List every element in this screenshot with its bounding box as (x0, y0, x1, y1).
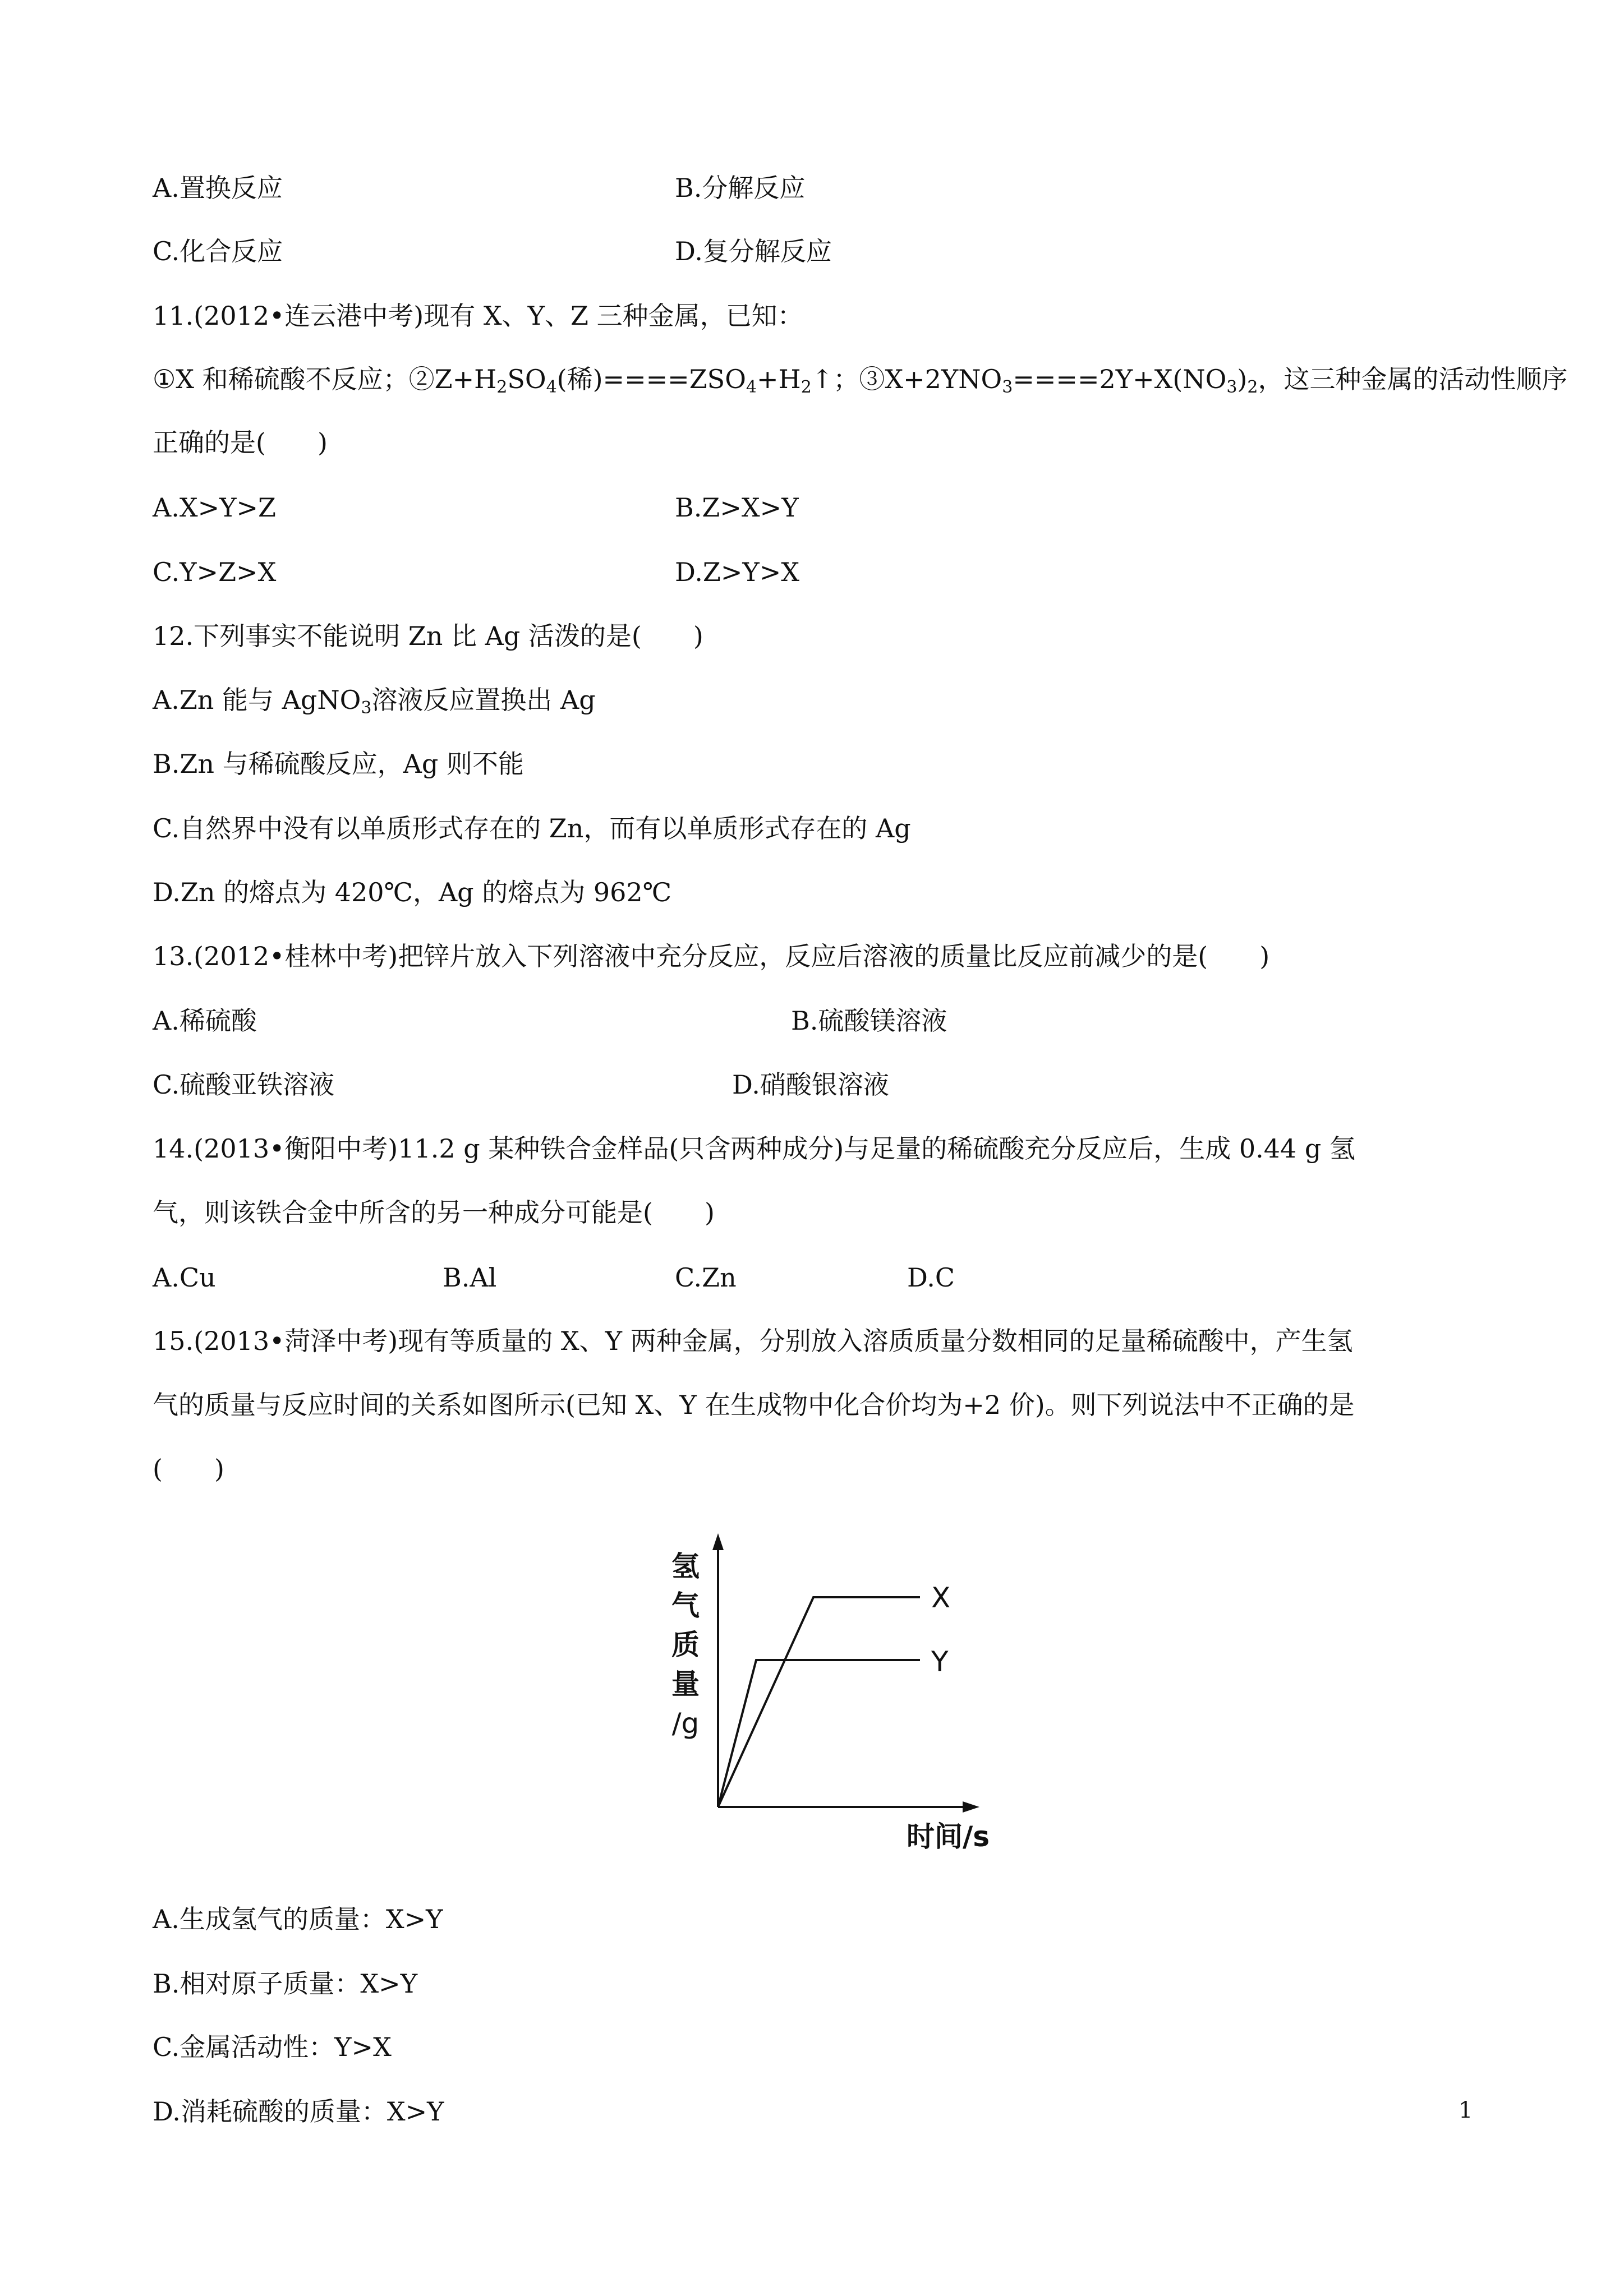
q11-option-b: B.Z>X>Y (675, 492, 799, 523)
q13-option-c: C.硫酸亚铁溶液 (153, 1069, 335, 1100)
hydrogen-mass-graph (656, 1525, 1038, 1851)
q12-option-a: A.Zn 能与 AgNO$_3$溶液反应置换出 Ag (153, 685, 596, 718)
q13-stem: 13.(2012•桂林中考)把锌片放入下列溶液中充分反应，反应后溶液的质量比反应前减少的是( ) (153, 941, 1270, 971)
q14-option-c: C.Zn (675, 1262, 737, 1293)
q11-option-c: C.Y>Z>X (153, 557, 277, 587)
q13-option-a: A.稀硫酸 (153, 1006, 257, 1036)
y-axis-label-unit: /g (671, 1707, 700, 1740)
q15-answer-blank: ( ) (153, 1454, 224, 1484)
q11-conditions: ①X 和稀硫酸不反应；$②Z+H_2SO_4$(稀)$====ZSO_4+H_2↑$；$③X+2YNO_3====2Y+X(NO_3)_2$，这三种金属的活动性顺序 (153, 364, 1568, 397)
q15-option-c: C.金属活动性：Y>X (153, 2032, 392, 2062)
series-x-line (718, 1597, 920, 1807)
y-axis-label-1: 氢 (671, 1550, 700, 1583)
page-number: 1 (1459, 2097, 1473, 2123)
series-y-line (718, 1660, 920, 1807)
y-axis-label-2: 气 (671, 1589, 700, 1622)
q10-option-b: B.分解反应 (675, 173, 806, 203)
graph-svg (656, 1525, 1038, 1851)
q15-option-b: B.相对原子质量：X>Y (153, 1968, 418, 1999)
series-x-label: X (931, 1582, 951, 1614)
x-axis-label: 时间/s (906, 1820, 990, 1851)
q14-stem: 14.(2013•衡阳中考)11.2 g 某种铁合金样品(只含两种成分)与足量的稀硫酸充分反应后，生成 0.44 g 氢 (153, 1133, 1355, 1164)
q10-option-d: D.复分解反应 (675, 236, 832, 266)
y-axis-label-3: 质 (671, 1629, 700, 1661)
q13-option-b: B.硫酸镁溶液 (791, 1006, 947, 1036)
x-axis-arrow (963, 1801, 979, 1813)
series-y-label: Y (931, 1645, 949, 1678)
q10-option-a: A.置换反应 (153, 173, 283, 203)
q14-option-b: B.Al (443, 1262, 497, 1293)
q11-stem-cont: 正确的是( ) (153, 427, 328, 458)
q12-option-c: C.自然界中没有以单质形式存在的 Zn，而有以单质形式存在的 Ag (153, 813, 911, 843)
q14-stem-cont: 气，则该铁合金中所含的另一种成分可能是( ) (153, 1197, 715, 1228)
q15-stem-cont: 气的质量与反应时间的关系如图所示(已知 X、Y 在生成物中化合价均为+2 价)。则下列说法中不正确的是 (153, 1390, 1355, 1420)
y-axis-label-4: 量 (671, 1668, 700, 1700)
y-axis-arrow (712, 1533, 724, 1550)
q15-option-a: A.生成氢气的质量：X>Y (153, 1904, 443, 1934)
q11-stem: 11.(2012•连云港中考)现有 X、Y、Z 三种金属，已知： (153, 301, 803, 331)
q13-option-d: D.硝酸银溶液 (732, 1069, 889, 1100)
q12-option-d: D.Zn 的熔点为 420℃，Ag 的熔点为 962℃ (153, 877, 672, 907)
q12-option-b: B.Zn 与稀硫酸反应，Ag 则不能 (153, 749, 524, 779)
q12-stem: 12.下列事实不能说明 Zn 比 Ag 活泼的是( ) (153, 621, 703, 651)
q11-option-a: A.X>Y>Z (153, 492, 277, 523)
q15-option-d: D.消耗硫酸的质量：X>Y (153, 2096, 444, 2127)
q15-stem: 15.(2013•菏泽中考)现有等质量的 X、Y 两种金属，分别放入溶质质量分数相同的足量稀硫酸中，产生氢 (153, 1326, 1353, 1356)
q10-option-c: C.化合反应 (153, 236, 283, 266)
q11-option-d: D.Z>Y>X (675, 557, 800, 587)
q14-option-a: A.Cu (153, 1262, 216, 1293)
q14-option-d: D.C (907, 1262, 955, 1293)
